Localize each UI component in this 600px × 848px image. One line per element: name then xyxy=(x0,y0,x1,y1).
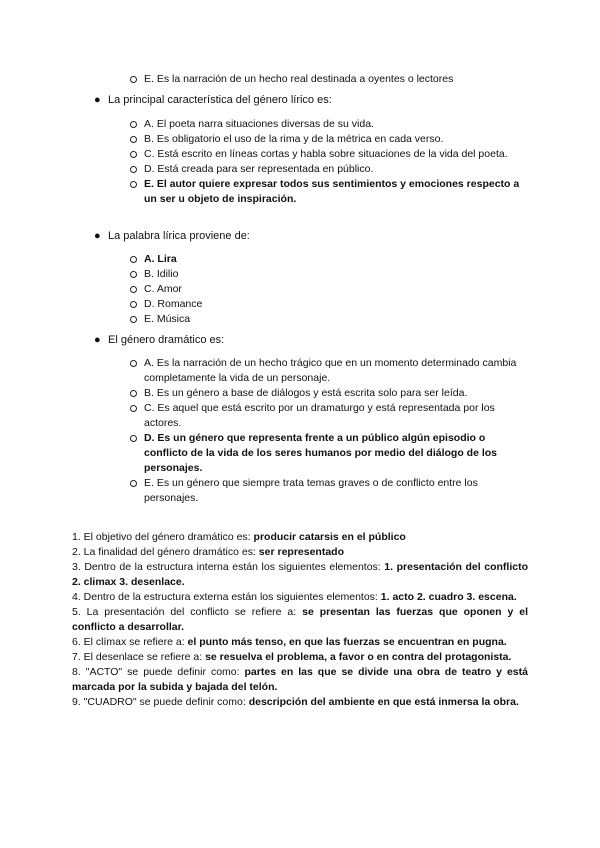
circle-bullet-icon xyxy=(130,181,137,188)
circle-bullet-icon xyxy=(130,360,137,367)
answer-prefix: 6. El clímax se refiere a: xyxy=(72,636,188,648)
answer-prefix: 4. Dentro de la estructura externa están los siguientes elementos: xyxy=(72,591,381,603)
option-text: A. Lira xyxy=(144,253,177,265)
circle-bullet-icon xyxy=(130,480,137,487)
answer-line xyxy=(72,665,528,695)
question-text: La principal característica del género lírico es: xyxy=(108,94,332,106)
option-item xyxy=(130,356,530,386)
circle-bullet-icon xyxy=(130,301,137,308)
circle-bullet-icon xyxy=(130,166,137,173)
option-item xyxy=(130,72,530,87)
option-text: B. Es un género a base de diálogos y está escrita solo para ser leída. xyxy=(144,387,468,399)
question-text: El género dramático es: xyxy=(108,334,225,346)
circle-bullet-icon xyxy=(130,435,137,442)
option-item-correct xyxy=(130,431,530,476)
bullet-icon: ● xyxy=(94,230,101,242)
option-text: C. Amor xyxy=(144,283,182,295)
option-text: D. Está creada para ser representada en público. xyxy=(144,163,374,175)
option-item xyxy=(130,162,530,177)
answer-prefix: 5. La presentación del conflicto se refiere a: xyxy=(72,606,303,618)
option-text: D. Es un género que representa frente a un público algún episodio o conflicto de la vida de los seres humanos por medio del diálogo de los personajes. xyxy=(144,432,497,474)
question-3-options xyxy=(130,356,530,506)
option-item xyxy=(130,147,530,162)
option-text: A. Es la narración de un hecho trágico que en un momento determinado cambia completamente la vida de un personaje. xyxy=(144,357,517,384)
circle-bullet-icon xyxy=(130,405,137,412)
circle-bullet-icon xyxy=(130,136,137,143)
circle-bullet-icon xyxy=(130,121,137,128)
option-text: E. Es un género que siempre trata temas graves o de conflicto entre los personajes. xyxy=(144,477,478,504)
option-item xyxy=(130,282,530,297)
answer-line xyxy=(72,530,528,545)
option-item xyxy=(130,132,530,147)
option-text: C. Es aquel que está escrito por un dramaturgo y está representada por los actores. xyxy=(144,402,495,429)
circle-bullet-icon xyxy=(130,286,137,293)
answer-line xyxy=(72,635,528,650)
bullet-icon: ● xyxy=(94,334,101,346)
option-item xyxy=(130,312,530,327)
answer-prefix: 1. El objetivo del género dramático es: xyxy=(72,531,254,543)
answer-line xyxy=(72,605,528,635)
top-options xyxy=(130,72,530,87)
circle-bullet-icon xyxy=(130,316,137,323)
circle-bullet-icon xyxy=(130,271,137,278)
answer-line xyxy=(72,695,528,710)
answer-text: descripción del ambiente en que está inmersa la obra. xyxy=(248,696,519,708)
question-text: La palabra lírica proviene de: xyxy=(108,230,250,242)
option-item-correct xyxy=(130,252,530,267)
option-text: C. Está escrito en líneas cortas y habla sobre situaciones de la vida del poeta. xyxy=(144,148,508,160)
answer-line xyxy=(72,650,528,665)
answers-section xyxy=(72,530,528,710)
option-item xyxy=(130,386,530,401)
answer-text: ser representado xyxy=(258,546,345,558)
bullet-icon: ● xyxy=(94,94,101,106)
answer-prefix: 2. La finalidad del género dramático es: xyxy=(72,546,259,558)
option-text: E. El autor quiere expresar todos sus sentimientos y emociones respecto a un ser u objeto de inspiración. xyxy=(144,178,520,205)
answer-text: producir catarsis en el público xyxy=(253,531,406,543)
option-text: A. El poeta narra situaciones diversas de su vida. xyxy=(144,118,374,130)
answer-text: el punto más tenso, en que las fuerzas se encuentran en pugna. xyxy=(187,636,507,648)
option-text: B. Idilio xyxy=(144,268,179,280)
answer-prefix: 3. Dentro de la estructura interna están los siguientes elementos: xyxy=(72,561,385,573)
option-text: B. Es obligatorio el uso de la rima y de la métrica en cada verso. xyxy=(144,133,444,145)
option-item-correct xyxy=(130,177,530,207)
answer-text: se presentan las fuerzas que oponen y el conflicto a desarrollar. xyxy=(72,606,528,633)
answer-text: 1. acto 2. cuadro 3. escena. xyxy=(380,591,517,603)
option-item xyxy=(130,297,530,312)
answer-text: 1. presentación del conflicto 2. climax 3. desenlace. xyxy=(72,561,528,588)
option-item xyxy=(130,267,530,282)
option-text: D. Romance xyxy=(144,298,203,310)
circle-bullet-icon xyxy=(130,390,137,397)
circle-bullet-icon xyxy=(130,256,137,263)
option-text: E. Música xyxy=(144,313,191,325)
answer-text: se resuelva el problema, a favor o en contra del protagonista. xyxy=(205,651,512,663)
option-item xyxy=(130,117,530,132)
answer-prefix: 8. "ACTO" se puede definir como: xyxy=(72,666,245,678)
answer-text: partes en las que se divide una obra de teatro y está marcada por la subida y bajada del telón. xyxy=(72,666,528,693)
option-text: E. Es la narración de un hecho real destinada a oyentes o lectores xyxy=(144,73,454,85)
option-item xyxy=(130,401,530,431)
option-item xyxy=(130,476,530,506)
question-2-options xyxy=(130,252,530,327)
answer-line xyxy=(72,590,528,605)
question-1-options xyxy=(130,117,530,207)
circle-bullet-icon xyxy=(130,151,137,158)
answer-prefix: 9. "CUADRO" se puede definir como: xyxy=(72,696,249,708)
circle-bullet-icon xyxy=(130,76,137,83)
answer-line xyxy=(72,560,528,590)
answer-prefix: 7. El desenlace se refiere a: xyxy=(72,651,206,663)
answer-line xyxy=(72,545,528,560)
